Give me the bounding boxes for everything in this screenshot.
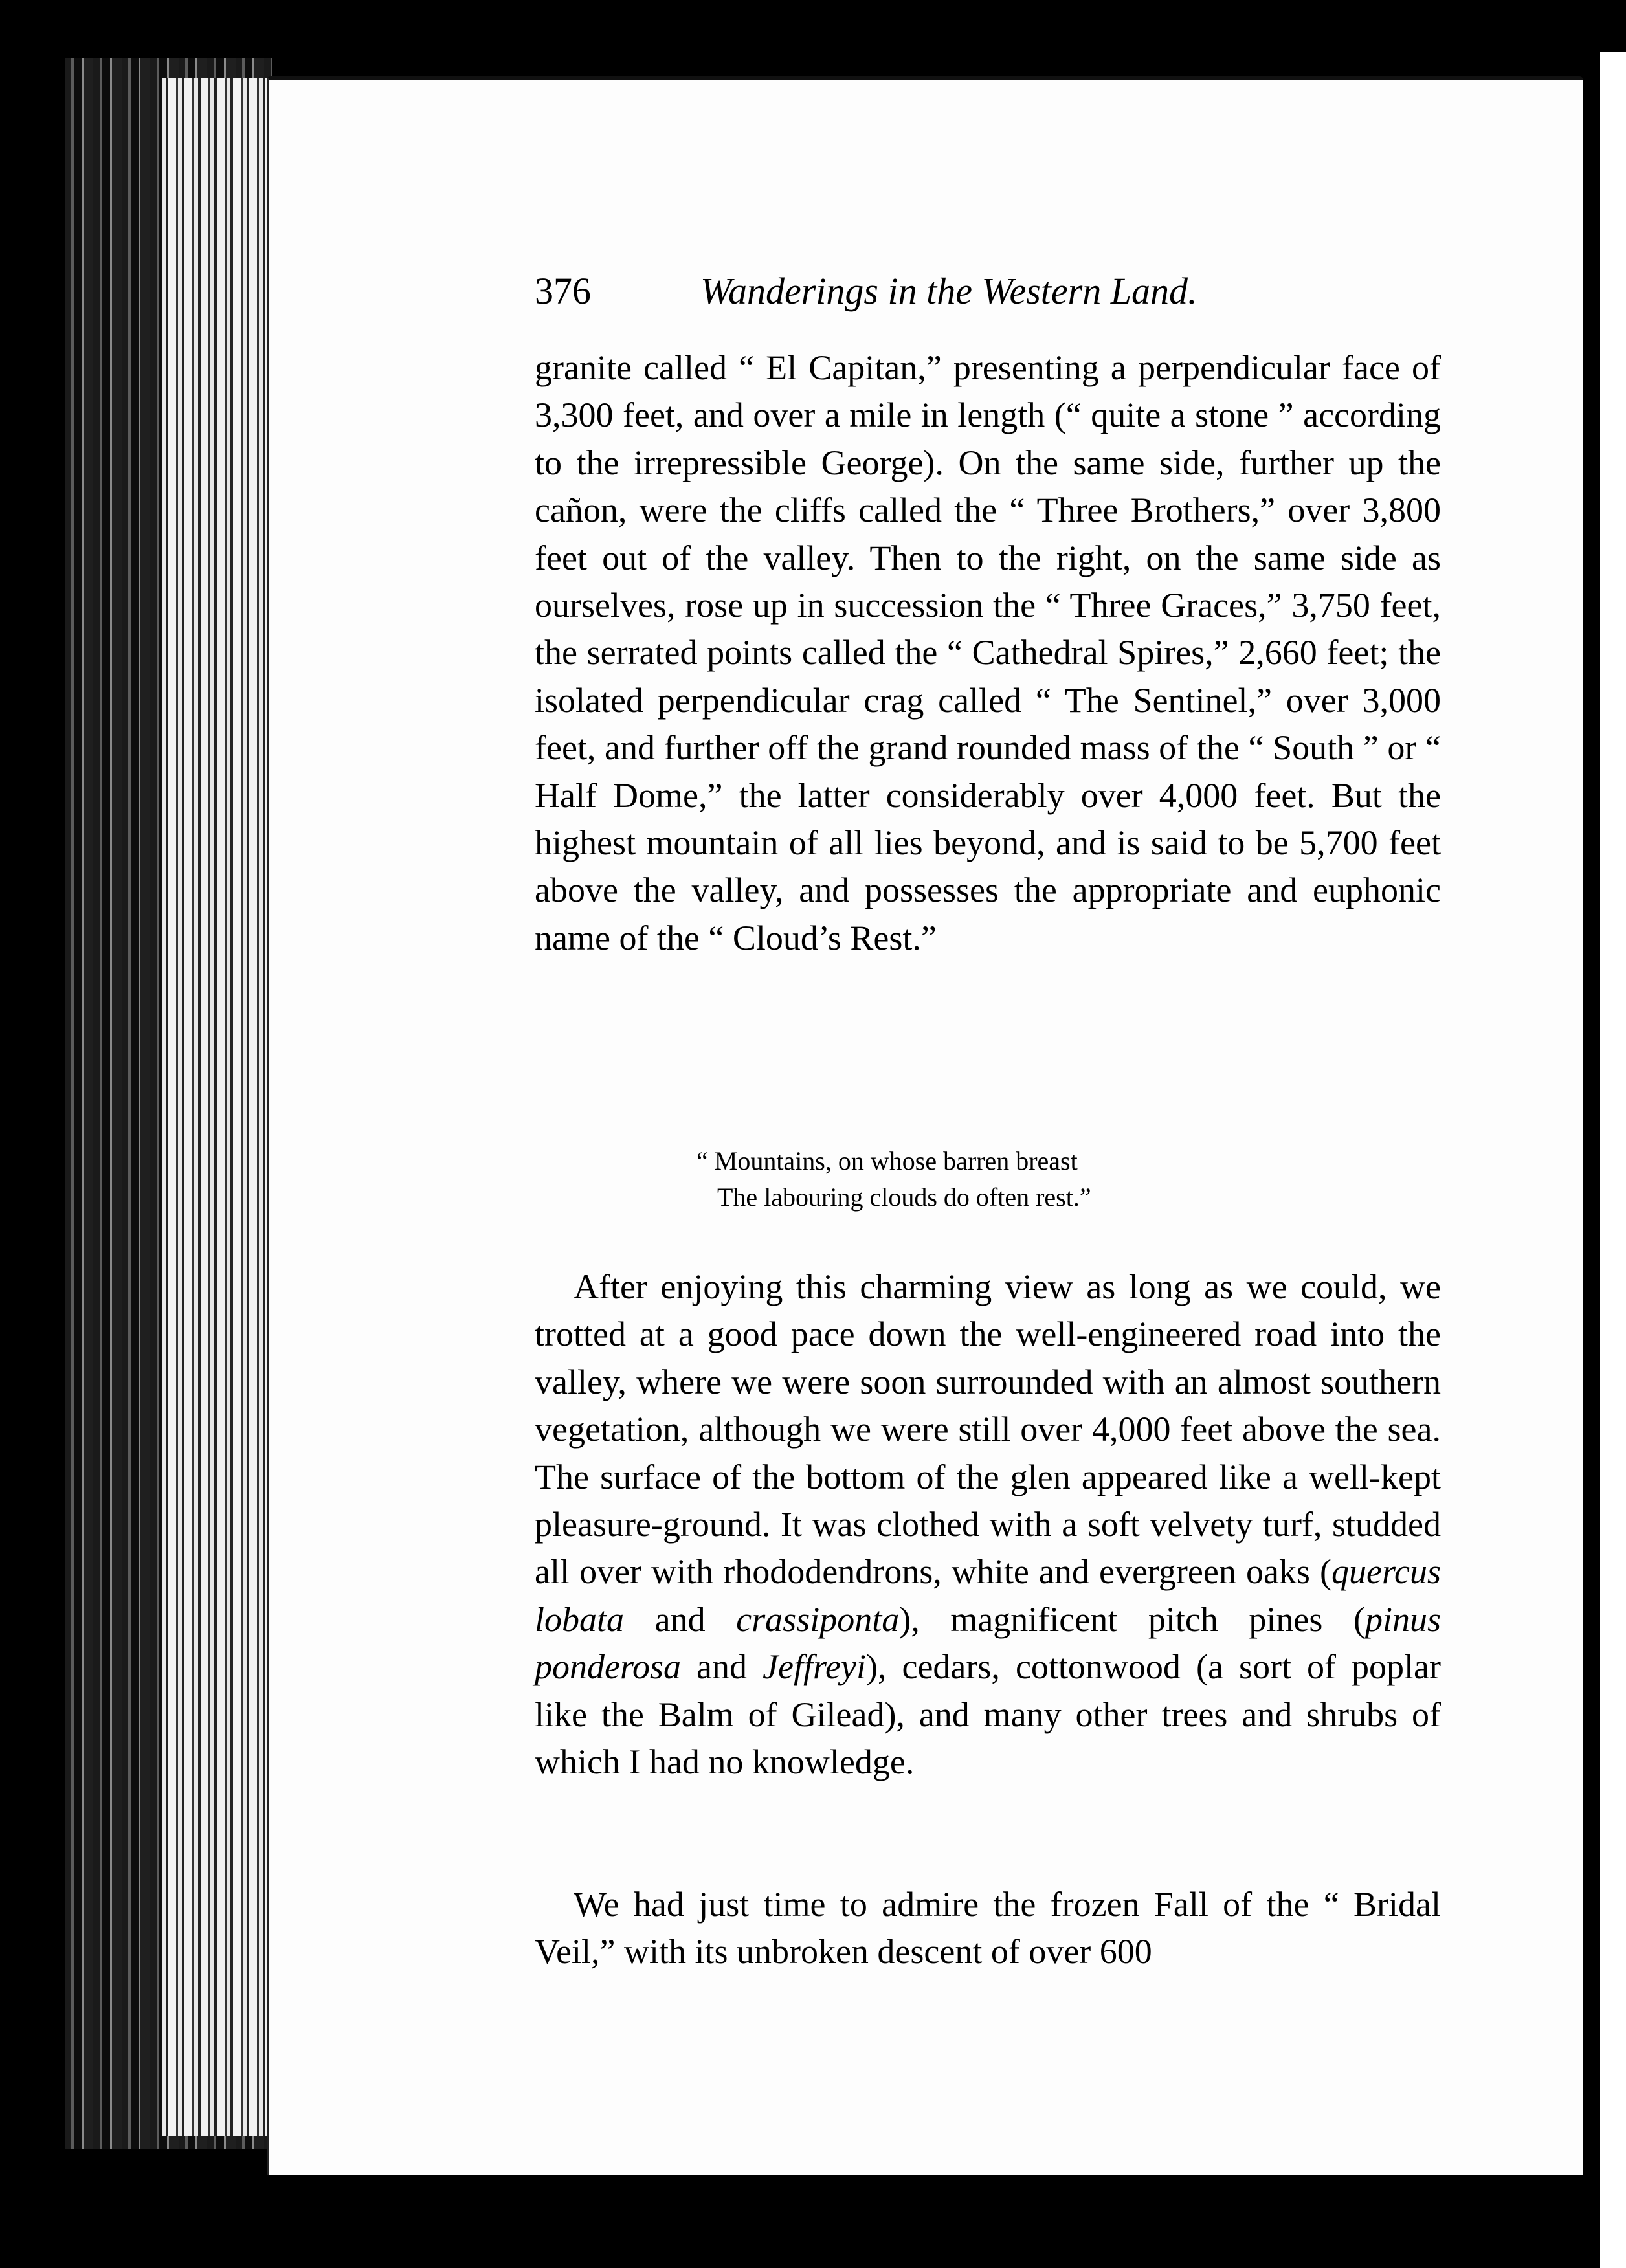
quote-line-1: “ Mountains, on whose barren breast bbox=[696, 1146, 1078, 1175]
paragraph-2 bbox=[535, 1263, 1441, 1786]
paragraph-2-part-1: After enjoying this charming view as long as we could, we trotted at a good pace down the well-engineered road into the valley, where we were soon surrounded with an almost southern vegetation, although we were still over 4,000 feet above the sea. The surface of the bottom of the glen appeared like a well-kept pleasure-ground. It was clothed with a soft velvety turf, studded all over with rhododendrons, white and evergreen oaks ( bbox=[535, 1267, 1441, 1592]
latin-quercus-lobata: quercus lobata bbox=[535, 1552, 1441, 1639]
adjacent-page-edge bbox=[1596, 52, 1626, 2268]
paragraph-2-part-4: and bbox=[681, 1647, 763, 1687]
latin-jeffreyi: Jeffreyi bbox=[763, 1647, 866, 1687]
latin-pinus-ponderosa: pinus ponderosa bbox=[535, 1599, 1442, 1687]
latin-crassiponta: crassiponta bbox=[736, 1599, 900, 1639]
paragraph-2-part-3: ), magnificent pitch pines ( bbox=[899, 1599, 1365, 1639]
paragraph-3 bbox=[535, 1881, 1441, 1976]
verse-quotation bbox=[696, 1143, 1344, 1216]
paragraph-3-text: We had just time to admire the frozen Fall of the “ Bridal Veil,” with its unbroken descent of over 600 bbox=[535, 1885, 1441, 1972]
paragraph-2-text bbox=[535, 1263, 1441, 1786]
paragraph-2-part-5: ), cedars, cottonwood (a sort of poplar like the Balm of Gilead), and many other trees and shrubs of which I had no knowledge. bbox=[535, 1647, 1442, 1782]
page-header bbox=[535, 265, 1324, 317]
quote-line-2: The labouring clouds do often rest.” bbox=[717, 1183, 1091, 1212]
paragraph-1 bbox=[535, 344, 1441, 962]
paragraph-1-text: granite called “ El Capitan,” presenting a perpendicular face of 3,300 feet, and over a mile in length (“ quite a stone ” according to the irrepressible George). On the same side, further up the cañon, were the cliffs called the “ Three Brothers,” over 3,800 feet out of the valley. Then to the right, on the same side as ourselves, rose up in succession the “ Three Graces,” 3,750 feet, the serrated points called the “ Cathedral Spires,” 2,660 feet; the isolated perpendicular crag called “ The Sentinel,” over 3,000 feet, and further off the grand rounded mass of the “ South ” or “ Half Dome,” the latter considerably over 4,000 feet. But the highest mountain of all lies beyond, and is said to be 5,700 feet above the valley, and possesses the appropriate and euphonic name of the “ Cloud’s Rest.” bbox=[535, 348, 1441, 957]
running-title: Wanderings in the Western Land. bbox=[700, 270, 1197, 312]
paragraph-2-part-2: and bbox=[624, 1599, 737, 1639]
page-number: 376 bbox=[535, 270, 591, 312]
book-page-edges-inner bbox=[162, 78, 272, 2136]
